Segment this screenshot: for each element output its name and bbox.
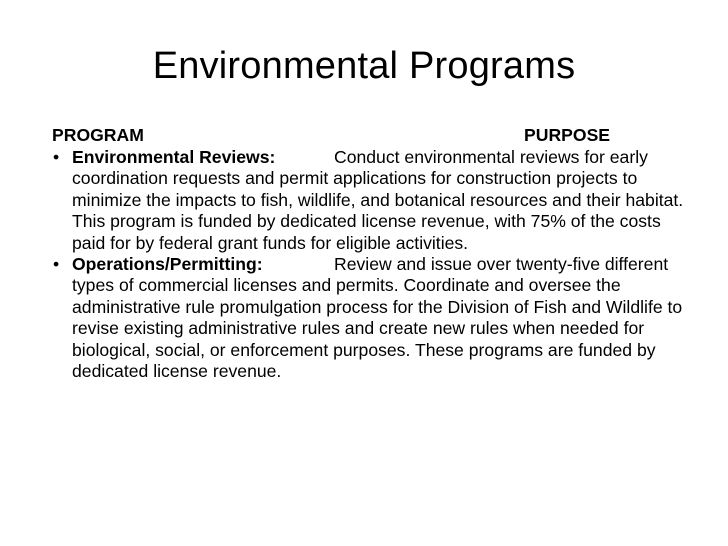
program-description: Review and issue over twenty-five different types of commercial licenses and permits. Coordinate and oversee the administrative rule promulgation process for the Division of Fish and Wildlife to revise existing administrative rules and create new rules when needed for biological, social, or enforcement purposes. These programs are funded by dedicated license revenue.	[72, 254, 683, 382]
program-item-operations-permitting	[52, 254, 692, 382]
program-item-environmental-reviews	[52, 147, 692, 254]
program-name: Operations/Permitting:	[72, 254, 263, 275]
slide-title: Environmental Programs	[152, 45, 576, 87]
bullet-icon: •	[53, 254, 60, 275]
slide-content	[52, 125, 692, 382]
program-column-header: PROGRAM	[52, 125, 144, 145]
program-description: Conduct environmental reviews for early coordination requests and permit applications for construction projects to minimize the impacts to fish, wildlife, and botanical resources and their habitat. This program is funded by dedicated license revenue, with 75% of the costs paid for by federal grant funds for eligible activities.	[72, 147, 684, 253]
bullet-icon: •	[53, 147, 60, 167]
purpose-column-header: PURPOSE	[524, 125, 611, 145]
program-name: Environmental Reviews:	[72, 147, 276, 167]
column-header-row	[52, 125, 692, 147]
